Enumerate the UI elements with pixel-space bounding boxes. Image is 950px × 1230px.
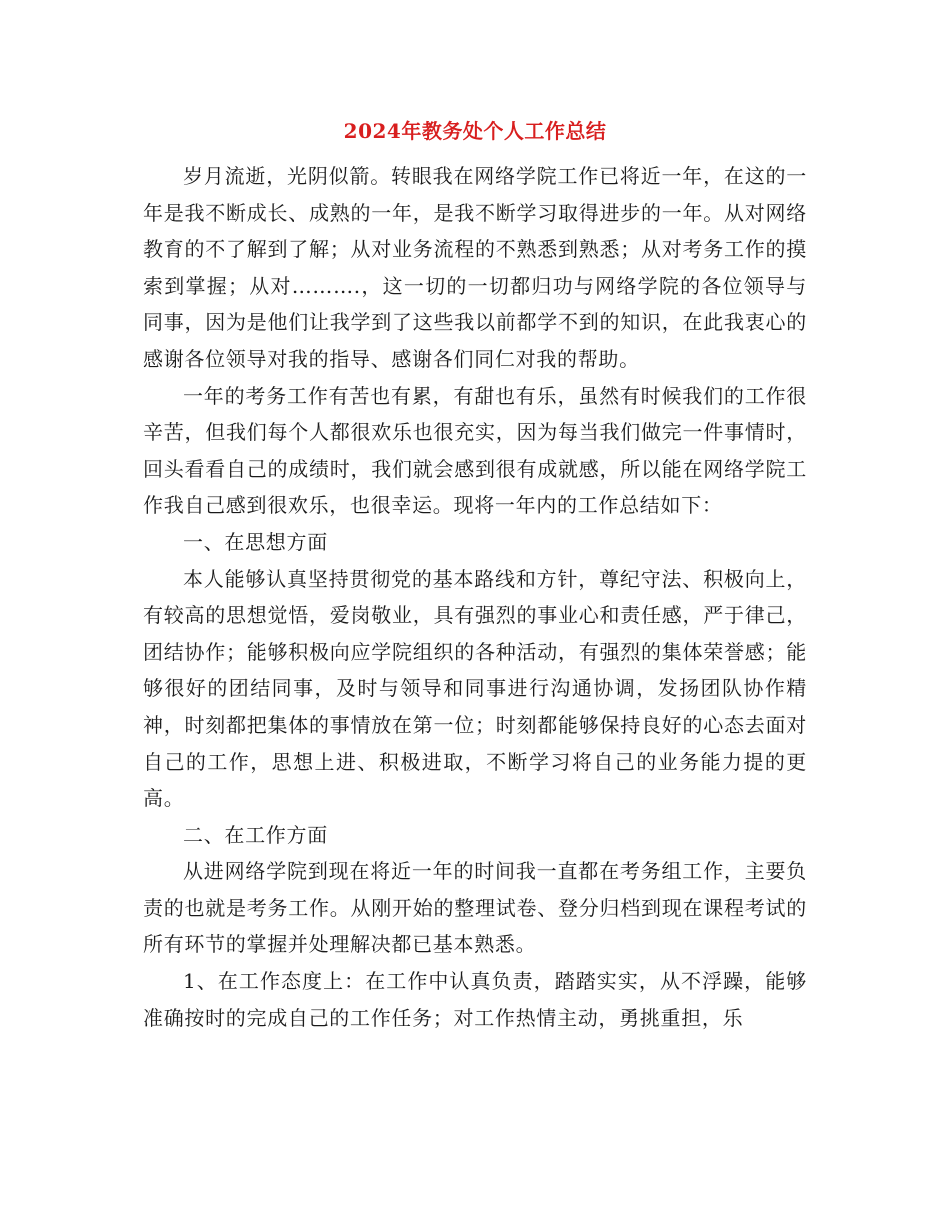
paragraph-overview: 一年的考务工作有苦也有累，有甜也有乐，虽然有时候我们的工作很辛苦，但我们每个人都很欢乐也很充实，因为每当我们做完一件事情时，回头看看自己的成绩时，我们就会感到很有成就感，所以能在网络学院工作我自己感到很欢乐，也很幸运。现将一年内的工作总结如下：	[143, 383, 807, 518]
paragraph-thought: 本人能够认真坚持贯彻党的基本路线和方针，尊纪守法、积极向上，有较高的思想觉悟，爱岗敬业，具有强烈的事业心和责任感，严于律己，团结协作；能够积极向应学院组织的各种活动，有强烈的集体荣誉感；能够很好的团结同事，及时与领导和同事进行沟通协调，发扬团队协作精神，时刻都把集体的事情放在第一位；时刻都能够保持良好的心态去面对自己的工作，思想上进、积极进取，不断学习将自己的业务能力提的更高。	[143, 566, 807, 811]
paragraph-work-attitude: 1、在工作态度上：在工作中认真负责，踏踏实实，从不浮躁，能够准确按时的完成自己的工作任务；对工作热情主动，勇挑重担，乐	[143, 969, 807, 1030]
document-body	[143, 158, 807, 1036]
paragraph-work: 从进网络学院到现在将近一年的时间我一直都在考务组工作，主要负责的也就是考务工作。从刚开始的整理试卷、登分归档到现在课程考试的所有环节的掌握并处理解决都已基本熟悉。	[143, 859, 807, 957]
section-heading-work: 二、在工作方面	[183, 822, 328, 847]
document-title: 2024年教务处个人工作总结	[343, 119, 607, 143]
section-heading-thought: 一、在思想方面	[183, 529, 328, 554]
paragraph-intro: 岁月流逝，光阴似箭。转眼我在网络学院工作已将近一年，在这的一年是我不断成长、成熟的一年，是我不断学习取得进步的一年。从对网络教育的不了解到了解；从对业务流程的不熟悉到熟悉；从对考务工作的摸索到掌握；从对……….，这一切的一切都归功与网络学院的各位领导与同事，因为是他们让我学到了这些我以前都学不到的知识，在此我衷心的感谢各位领导对我的指导、感谢各们同仁对我的帮助。	[143, 164, 807, 371]
